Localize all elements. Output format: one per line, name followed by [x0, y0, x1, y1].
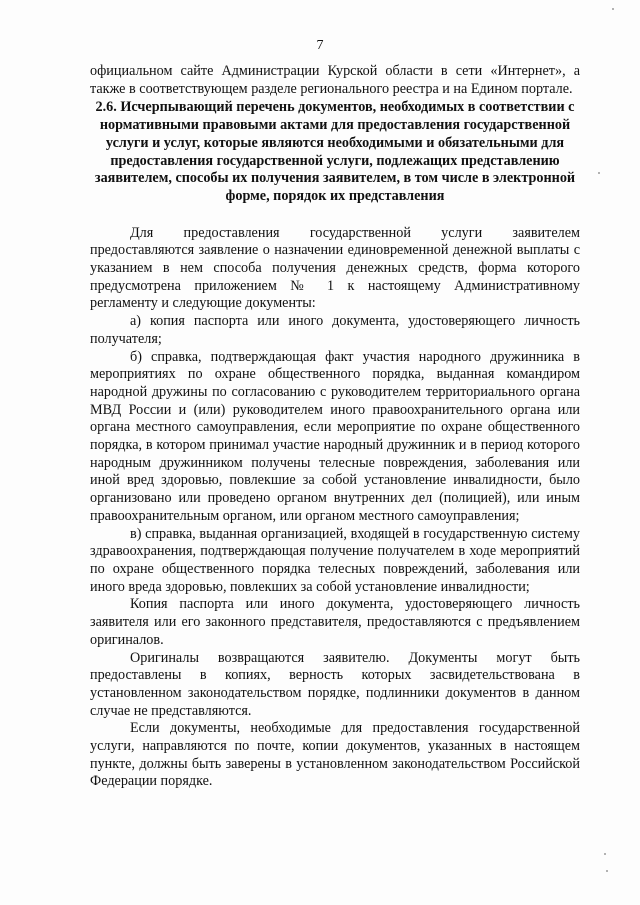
intro-paragraph: официальном сайте Администрации Курской области в сети «Интернет», а также в соответствующем разделе регионального реестра и на Едином портале.: [90, 63, 580, 97]
scan-speck: [612, 8, 614, 10]
paragraph-item-b: б) справка, подтверждающая факт участия народного дружинника в мероприятиях по охране общественного порядка, выданная командиром народной дружины по согласованию с руководителем территориального органа МВД России и (или) руководителем иного правоохранительного органа или органа местного самоуправления, если мероприятие по охране общественного порядка, в котором принимал участие народный дружинник и в период которого народным дружинником получены телесные повреждения, заболевания или иной вред здоровью, повлекшие за собой установление инвалидности, было организовано или проведено органом внутренних дел (полицией), или иным правоохранительным органом, или органом местного самоуправления;: [90, 348, 580, 524]
page-number: 7: [316, 38, 324, 53]
section-heading-block: [90, 99, 580, 205]
section-heading: 2.6. Исчерпывающий перечень документов, необходимых в соответствии с нормативными правовыми актами для предоставления государственной услуги и услуг, которые являются необходимыми и обязательными для предоставления государственной услуги, подлежащих представлению заявителем, способы их получения заявителем, в том числе в электронной форме, порядок их представления: [94, 99, 576, 204]
paragraph-passport-copy: Копия паспорта или иного документа, удостоверяющего личность заявителя или его законного представителя, предоставляются с предъявлением оригиналов.: [90, 596, 580, 648]
scan-speck: [606, 870, 608, 872]
document-body: [90, 63, 580, 791]
scan-speck: [604, 853, 606, 855]
paragraph-originals-returned: Оригиналы возвращаются заявителю. Документы могут быть предоставлены в копиях, верность которых засвидетельствована в установленном законодательством порядке, подлинники документов в данном случае не представляются.: [90, 649, 580, 719]
scan-speck: [598, 172, 600, 174]
paragraph-item-v: в) справка, выданная организацией, входящей в государственную систему здравоохранения, подтверждающая получение получателем в ходе мероприятий по охране общественного порядка телесных повреждений, заболевания или иного вреда здоровью, повлекших за собой установление инвалидности;: [90, 525, 580, 595]
paragraph-item-a: а) копия паспорта или иного документа, удостоверяющего личность получателя;: [90, 313, 580, 347]
paragraph-applicants-documents: Для предоставления государственной услуги заявителем предоставляются заявление о назначении единовременной денежной выплаты с указанием в нем способа получения денежных средств, форма которого предусмотрена приложением № 1 к настоящему Административному регламенту и следующие документы:: [90, 224, 580, 312]
paragraph-postal-documents: Если документы, необходимые для предоставления государственной услуги, направляются по почте, копии документов, указанных в настоящем пункте, должны быть заверены в установленном законодательством Российской Федерации порядке.: [90, 720, 580, 790]
